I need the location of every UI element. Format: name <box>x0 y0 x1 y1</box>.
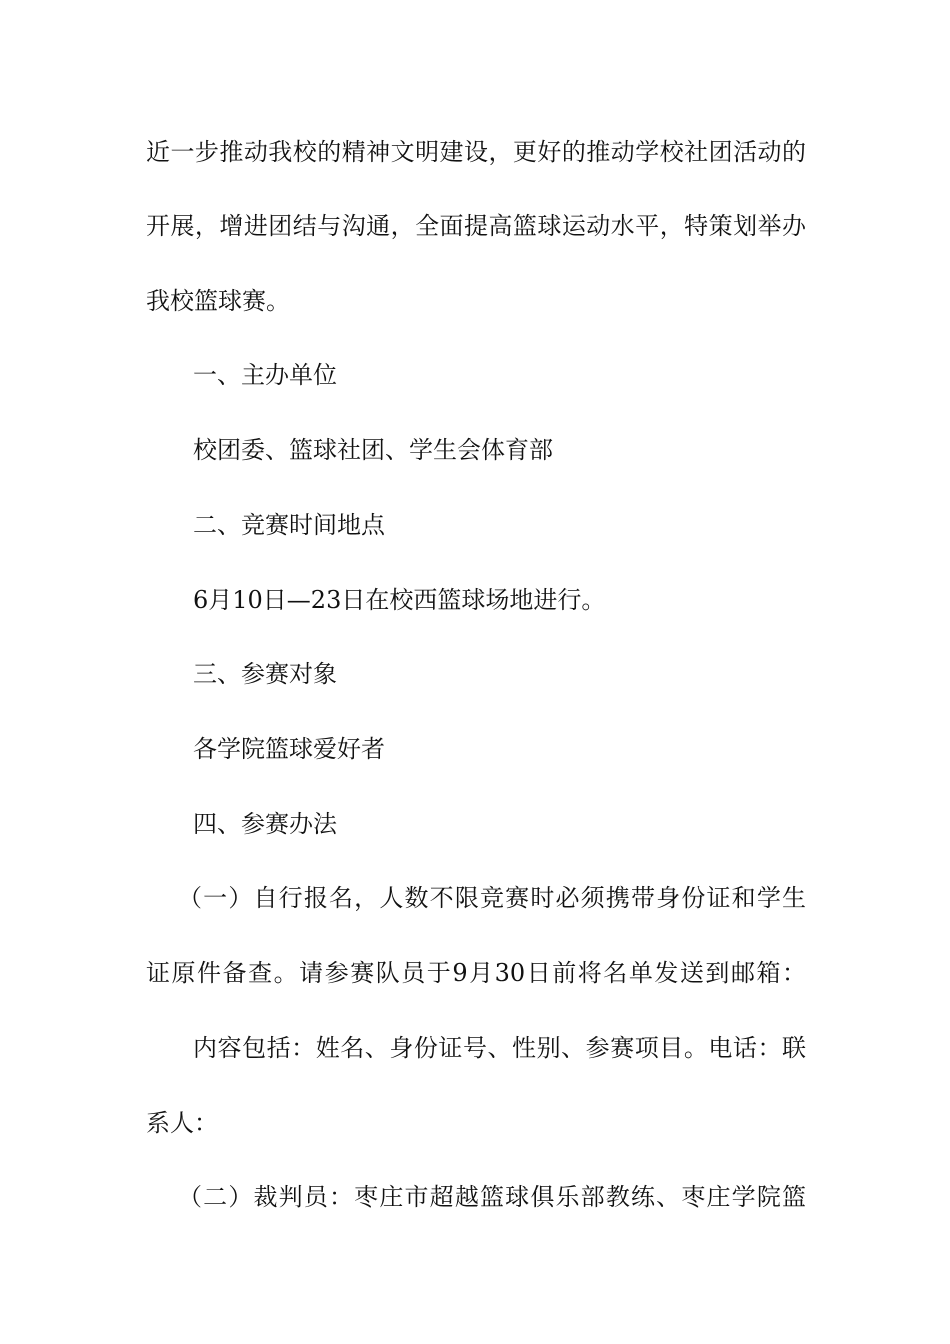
paragraph-line: 6月10日—23日在校西篮球场地进行。 <box>193 586 606 614</box>
paragraph-line: （一）自行报名，人数不限竞赛时必须携带身份证和学生 <box>178 884 806 912</box>
paragraph-line: 近一步推动我校的精神文明建设，更好的推动学校社团活动的 <box>146 138 806 166</box>
section-heading: 一、主办单位 <box>193 361 337 389</box>
section-heading: 三、参赛对象 <box>193 660 337 688</box>
section-heading: 四、参赛办法 <box>193 810 337 838</box>
paragraph-line: 系人： <box>146 1109 218 1137</box>
paragraph-line: 开展，增进团结与沟通，全面提高篮球运动水平，特策划举办 <box>146 212 806 240</box>
paragraph-line: （二）裁判员：枣庄市超越篮球俱乐部教练、枣庄学院篮 <box>178 1183 806 1211</box>
paragraph-line: 证原件备查。请参赛队员于9月30日前将名单发送到邮箱： <box>146 959 806 987</box>
paragraph-line: 校团委、篮球社团、学生会体育部 <box>193 436 553 464</box>
paragraph-line: 内容包括：姓名、身份证号、性别、参赛项目。电话：联 <box>193 1034 806 1062</box>
paragraph-line: 各学院篮球爱好者 <box>193 735 385 763</box>
section-heading: 二、竞赛时间地点 <box>193 511 385 539</box>
paragraph-line: 我校篮球赛。 <box>146 287 290 315</box>
